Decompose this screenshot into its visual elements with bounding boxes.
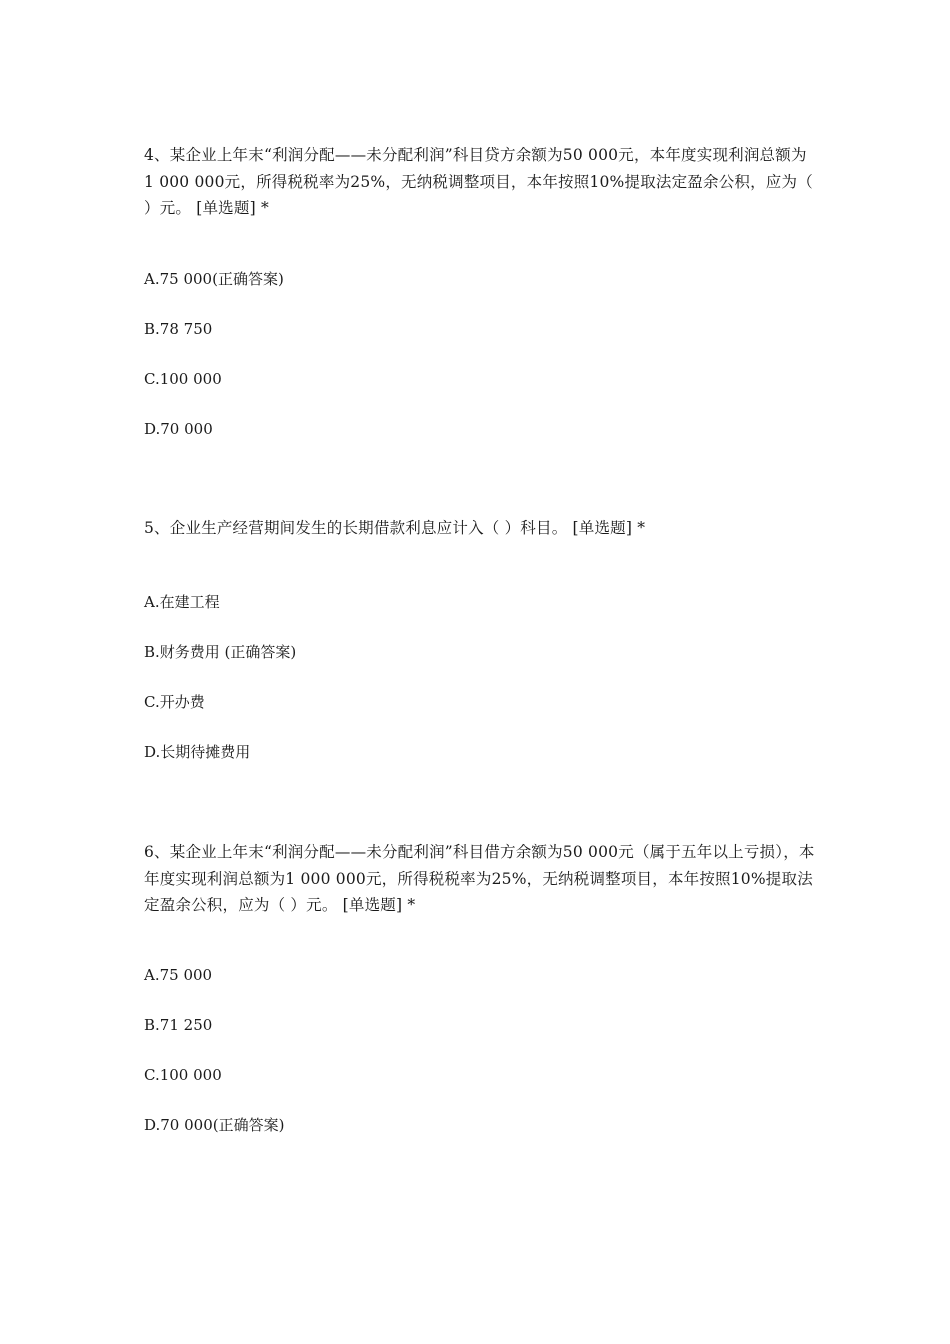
- option-a[interactable]: A.75 000: [144, 966, 213, 984]
- question-stem: 5、企业生产经营期间发生的长期借款利息应计入（ ）科目。 [单选题] *: [144, 519, 646, 537]
- option-d[interactable]: D.长期待摊费用: [144, 743, 251, 761]
- question-6: [144, 839, 816, 1134]
- question-stem: 4、某企业上年末“利润分配——未分配利润”科目贷方余额为50 000元，本年度实现利润总额为1 000 000元，所得税税率为25%，无纳税调整项目，本年按照10%提取法定盈余公积，应为（ ）元。 [单选题] *: [144, 146, 813, 217]
- option-b[interactable]: B.财务费用 (正确答案): [144, 643, 297, 661]
- option-b[interactable]: B.78 750: [144, 320, 213, 338]
- option-b[interactable]: B.71 250: [144, 1016, 213, 1034]
- option-c[interactable]: C.100 000: [144, 370, 222, 388]
- question-stem: 6、某企业上年末“利润分配——未分配利润”科目借方余额为50 000元（属于五年以上亏损），本年度实现利润总额为1 000 000元，所得税税率为25%，无纳税调整项目，本年按照10%提取法定盈余公积，应为（ ）元。 [单选题] *: [144, 843, 815, 914]
- option-a[interactable]: A.75 000(正确答案): [144, 270, 284, 288]
- option-a[interactable]: A.在建工程: [144, 593, 220, 611]
- option-d[interactable]: D.70 000: [144, 420, 213, 438]
- option-c[interactable]: C.开办费: [144, 693, 205, 711]
- option-c[interactable]: C.100 000: [144, 1066, 222, 1084]
- option-d[interactable]: D.70 000(正确答案): [144, 1116, 285, 1134]
- question-4: [144, 142, 816, 438]
- question-5: [144, 515, 816, 761]
